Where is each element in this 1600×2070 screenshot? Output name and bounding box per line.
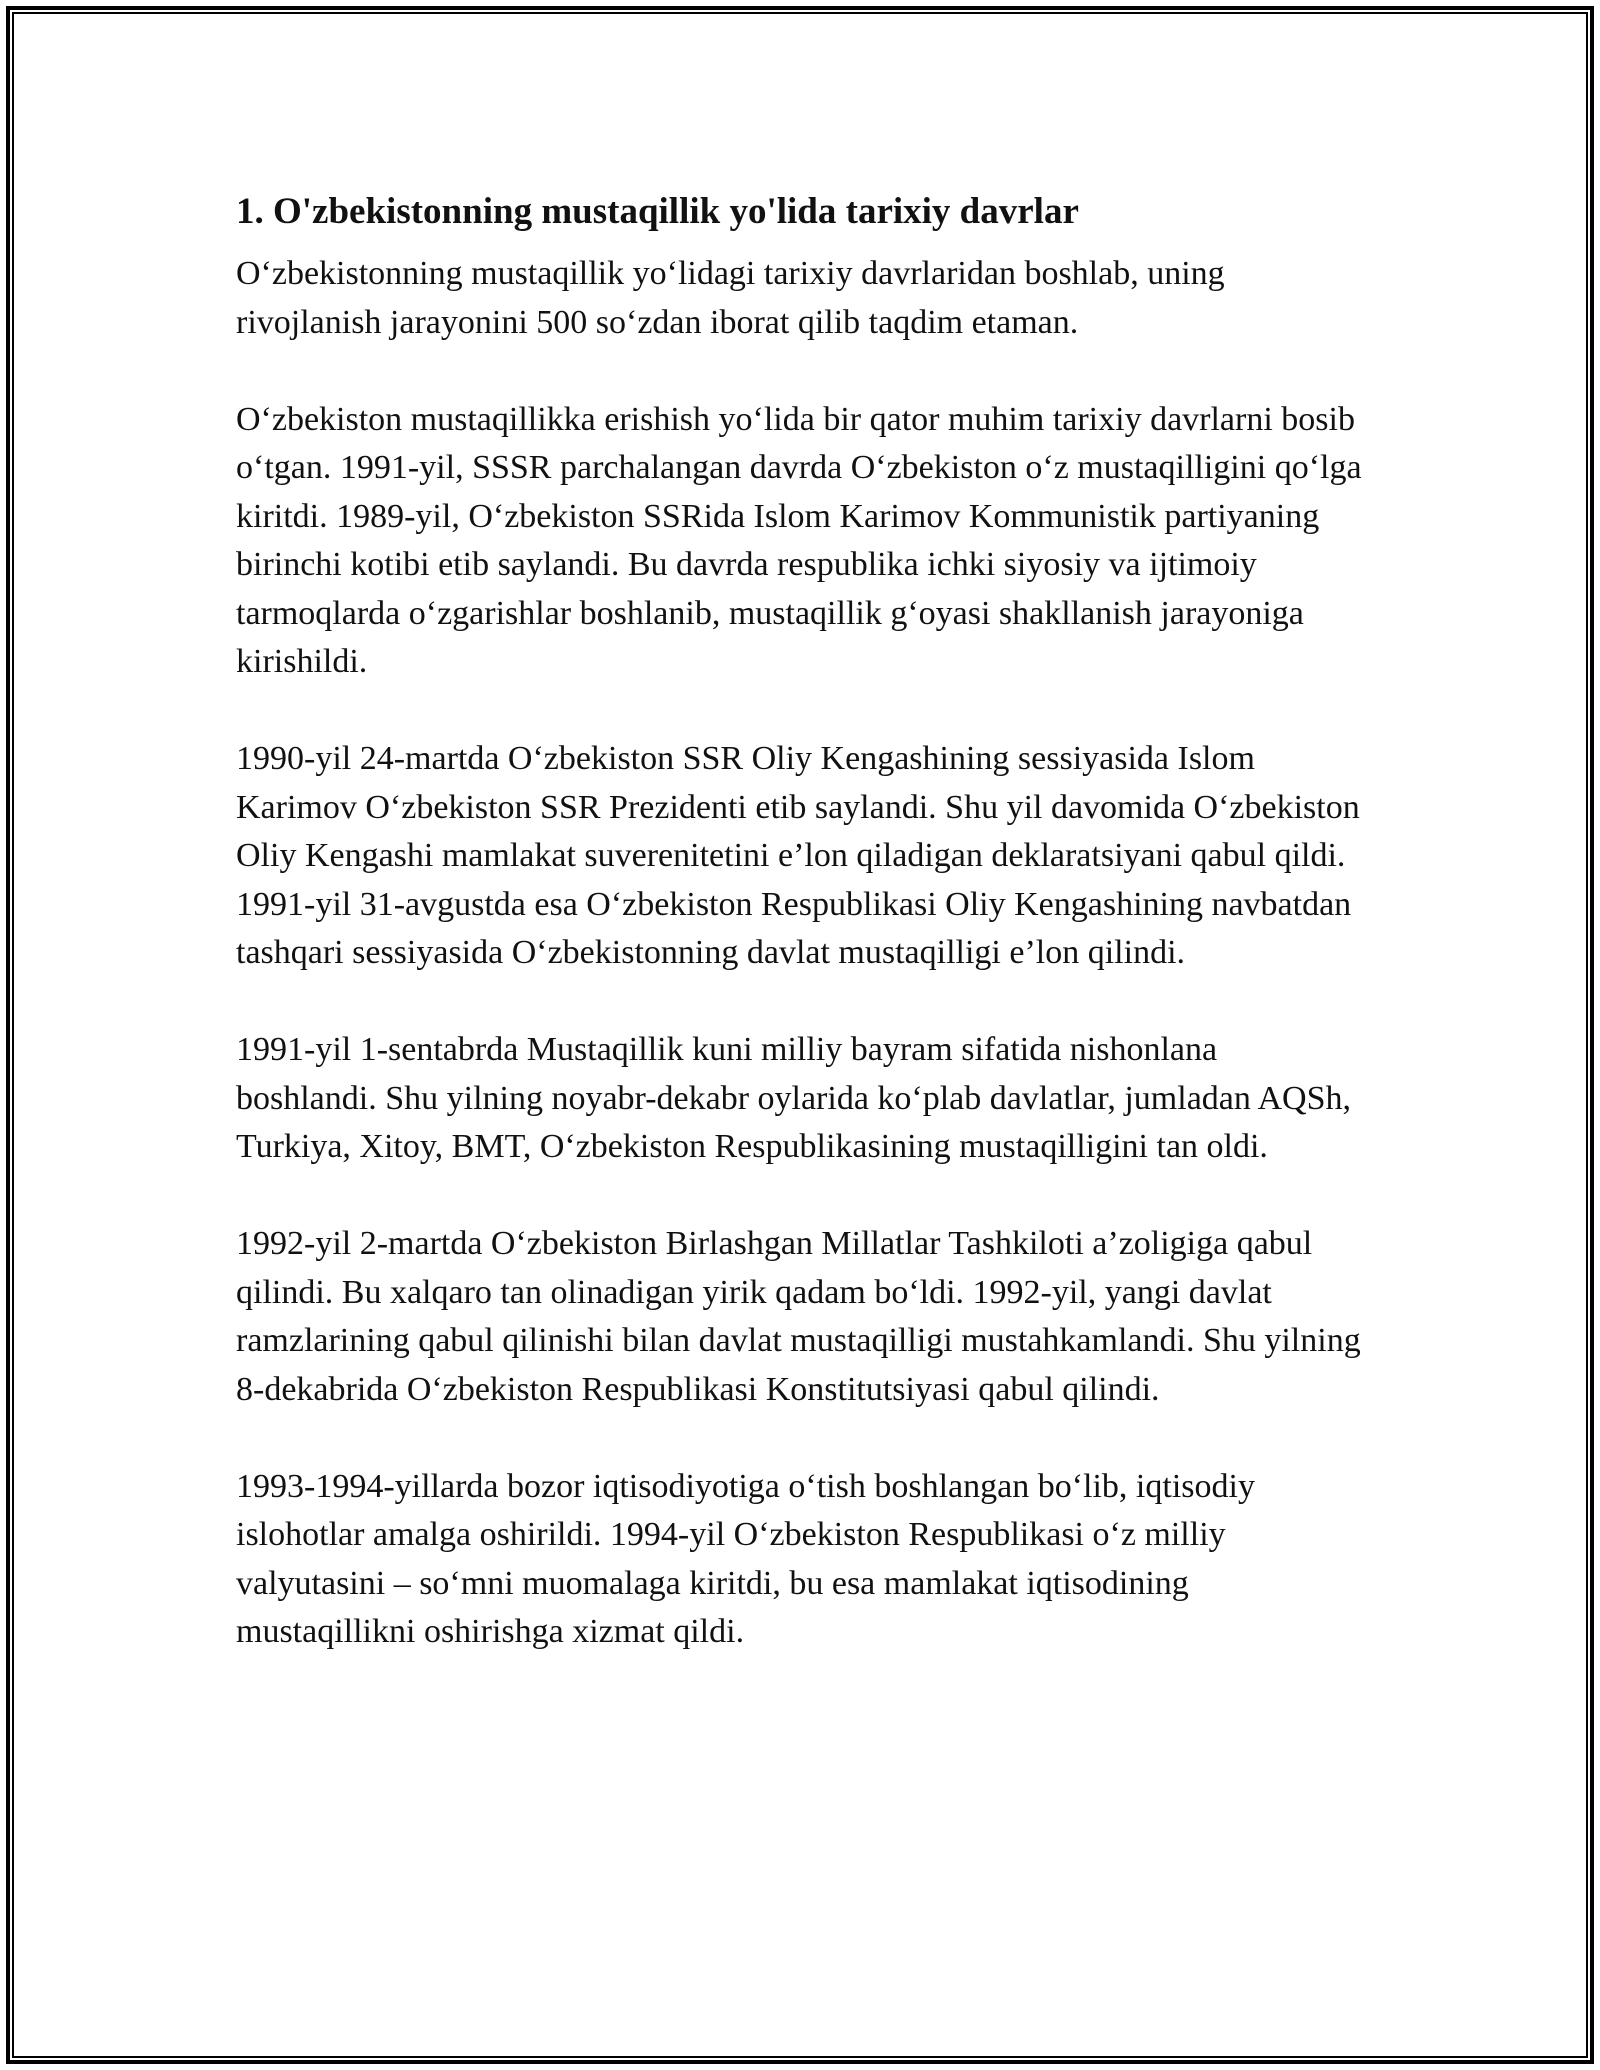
paragraph-1991: 1991-yil 1-sentabrda Mustaqillik kuni milliy bayram sifatida nishonlana boshlandi. Shu yilning noyabr-dekabr oylarida ko‘plab davlatlar, jumladan AQSh, Turkiya, Xitoy, BMT, O‘zbekiston Respublikasining mustaqilligini tan oldi. xyxy=(236,1031,1352,1165)
paragraph-1992: 1992-yil 2-martda O‘zbekiston Birlashgan Millatlar Tashkiloti a’zoligiga qabul qilindi. Bu xalqaro tan olinadigan yirik qadam bo‘ldi. 1992-yil, yangi davlat ramzlarining qabul qilinishi bilan davlat mustaqilligi mustahkamlandi. Shu yilning 8-dekabrida O‘zbekiston Respublikasi Konstitutsiyasi qabul qilindi. xyxy=(236,1225,1361,1408)
paragraph-1990: 1990-yil 24-martda O‘zbekiston SSR Oliy Kengashining sessiyasida Islom Karimov O‘zbekiston SSR Prezidenti etib saylandi. Shu yil davomida O‘zbekiston Oliy Kengashi mamlakat suverenitetini e’lon qiladigan deklaratsiyani qabul qildi. 1991-yil 31-avgustda esa O‘zbekiston Respublikasi Oliy Kengashining navbatdan tashqari sessiyasida O‘zbekistonning davlat mustaqilligi e’lon qilindi. xyxy=(236,740,1360,971)
document-body xyxy=(236,186,1366,1705)
paragraph-1993-1994: 1993-1994-yillarda bozor iqtisodiyotiga o‘tish boshlangan bo‘lib, iqtisodiy islohotlar amalga oshirildi. 1994-yil O‘zbekiston Respublikasi o‘z milliy valyutasini – so‘mni muomalaga kiritdi, bu esa mamlakat iqtisodining mustaqillikni oshirishga xizmat qildi. xyxy=(236,1467,1255,1650)
document-title: 1. O'zbekistonning mustaqillik yo'lida tarixiy davrlar xyxy=(236,191,1079,232)
paragraph-1989: O‘zbekiston mustaqillikka erishish yo‘lida bir qator muhim tarixiy davrlarni bosib o‘tgan. 1991-yil, SSSR parchalangan davrda O‘zbekiston o‘z mustaqilligini qo‘lga kiritdi. 1989-yil, O‘zbekiston SSRida Islom Karimov Kommunistik partiyaning birinchi kotibi etib saylandi. Bu davrda respublika ichki siyosiy va ijtimoiy tarmoqlarda o‘zgarishlar boshlanib, mustaqillik g‘oyasi shakllanish jarayoniga kirishildi. xyxy=(236,400,1362,680)
paragraph-intro: O‘zbekistonning mustaqillik yo‘lidagi tarixiy davrlaridan boshlab, uning rivojlanish jarayonini 500 so‘zdan iborat qilib taqdim etaman. xyxy=(236,255,1225,341)
